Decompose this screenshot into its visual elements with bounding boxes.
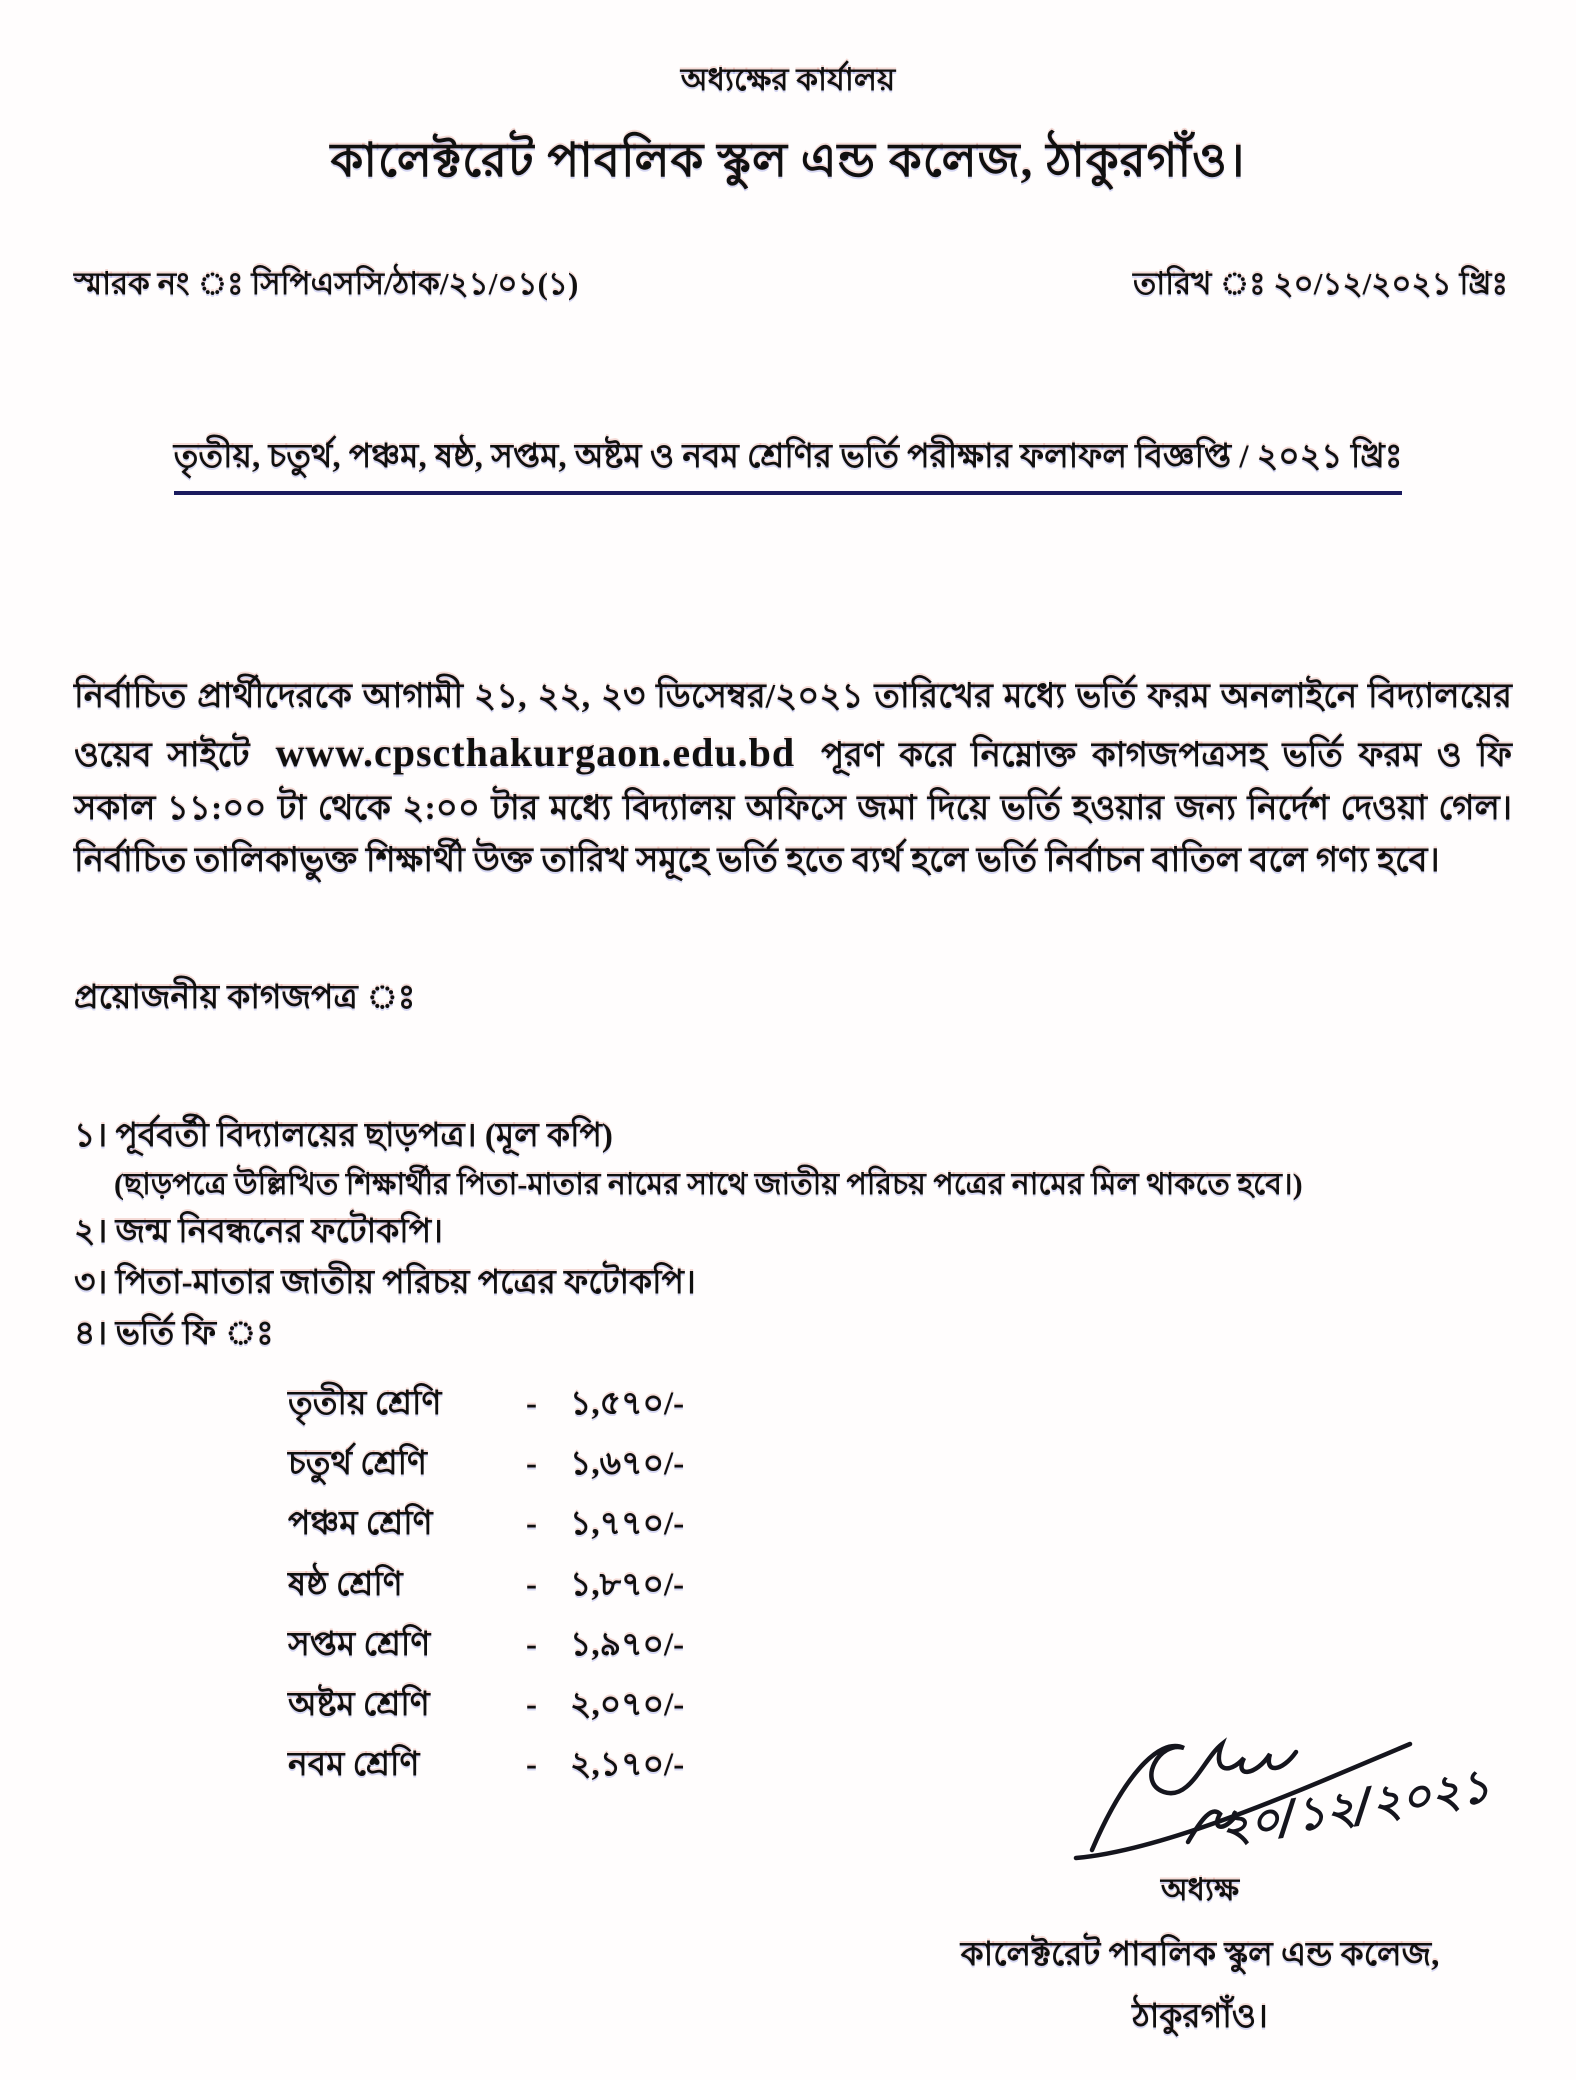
fee-class: অষ্টম শ্রেণি — [288, 1686, 430, 1723]
office-line: অধ্যক্ষের কার্যালয় — [680, 62, 896, 97]
list-item — [74, 1309, 1512, 1360]
item-text: জন্ম নিবন্ধনের ফটোকপি। — [115, 1213, 443, 1250]
table-row — [288, 1374, 1576, 1434]
fee-class: সপ্তম শ্রেণি — [288, 1626, 431, 1663]
item-number: ৪। — [74, 1316, 108, 1353]
institution-name: কালেক্টরেট পাবলিক স্কুল এন্ড কলেজ, ঠাকুরগাঁও। — [330, 135, 1246, 187]
fee-class: পঞ্চম শ্রেণি — [288, 1506, 433, 1543]
fee-dash: - — [526, 1446, 537, 1483]
body-before-url: নির্বাচিত প্রার্থীদেরকে আগামী ২১, ২২, ২৩ ডিসেম্বর/২০২১ তারিখের মধ্যে ভর্তি ফরম অনলাইনে বিদ্যালয়ের ওয়েব সাইটে — [74, 678, 1512, 774]
memo-date: তারিখ ঃ ২০/১২/২০২১ খ্রিঃ — [1132, 266, 1508, 301]
website-url: www.cpscthakurgaon.edu.bd — [275, 729, 796, 775]
documents-list — [74, 1111, 1512, 1361]
signatory-org-line1: কালেক্টরেট পাবলিক স্কুল এন্ড কলেজ, — [960, 1937, 1440, 1973]
item-text: পিতা-মাতার জাতীয় পরিচয় পত্রের ফটোকপি। — [115, 1265, 696, 1302]
signatory-designation: অধ্যক্ষ — [1160, 1872, 1240, 1907]
fee-class: নবম শ্রেণি — [288, 1746, 420, 1783]
list-item — [74, 1207, 1512, 1258]
fee-amount: ২,১৭০/- — [570, 1746, 685, 1783]
list-item — [74, 1258, 1512, 1309]
fee-dash: - — [526, 1386, 537, 1423]
item-number: ৩। — [74, 1265, 108, 1302]
notice-title-wrap — [0, 430, 1576, 495]
signature-scribble-icon — [1070, 1722, 1500, 1872]
list-item-note: (ছাড়পত্রে উল্লিখিত শিক্ষার্থীর পিতা-মাতার নামের সাথে জাতীয় পরিচয় পত্রের নামের মিল থাকতে হবে।) — [114, 1167, 1303, 1201]
fee-class: তৃতীয় শ্রেণি — [288, 1386, 442, 1423]
table-row — [288, 1555, 1576, 1615]
signatory-org-line2: ঠাকুরগাঁও। — [1132, 1999, 1268, 2035]
fee-amount: ১,৯৭০/- — [570, 1626, 685, 1663]
fee-dash: - — [526, 1686, 537, 1723]
fee-dash: - — [526, 1746, 537, 1783]
documents-heading: প্রয়োজনীয় কাগজপত্র ঃ — [74, 979, 416, 1016]
item-number: ১। — [74, 1117, 108, 1154]
table-row — [288, 1434, 1576, 1494]
memo-row — [74, 260, 1508, 312]
handwritten-date: ২০/১২/২০২১ — [1215, 1758, 1494, 1855]
notice-title: তৃতীয়, চতুর্থ, পঞ্চম, ষষ্ঠ, সপ্তম, অষ্টম ও নবম শ্রেণির ভর্তি পরীক্ষার ফলাফল বিজ্ঞপ্তি / ২০২১ খ্রিঃ — [174, 430, 1403, 495]
fee-dash: - — [526, 1566, 537, 1603]
fee-dash: - — [526, 1506, 537, 1543]
table-row — [288, 1494, 1576, 1554]
item-text: ভর্তি ফি ঃ — [115, 1316, 274, 1353]
fee-amount: ২,০৭০/- — [570, 1686, 685, 1723]
fee-dash: - — [526, 1626, 537, 1663]
notice-body — [74, 671, 1512, 887]
list-item — [74, 1111, 1512, 1162]
fee-amount: ১,৭৭০/- — [570, 1506, 685, 1543]
fee-amount: ১,৫৭০/- — [570, 1386, 685, 1423]
body-after-url: পূরণ করে নিম্নোক্ত কাগজপত্রসহ ভর্তি ফরম ও ফি সকাল ১১:০০ টা থেকে ২:০০ টার মধ্যে বিদ্যালয় অফিসে জমা দিয়ে ভর্তি হওয়ার জন্য নির্দেশ দেওয়া গেল। নির্বাচিত তালিকাভুক্ত শিক্ষার্থী উক্ত তারিখ সমূহে ভর্তি হতে ব্যর্থ হলে ভর্তি নির্বাচন বাতিল বলে গণ্য হবে। — [74, 736, 1512, 880]
fee-class: ষষ্ঠ শ্রেণি — [288, 1566, 403, 1603]
fee-amount: ১,৬৭০/- — [570, 1446, 685, 1483]
item-number: ২। — [74, 1213, 108, 1250]
fee-amount: ১,৮৭০/- — [570, 1566, 685, 1603]
memo-number: স্মারক নং ঃ সিপিএসসি/ঠাক/২১/০১(১) — [74, 266, 579, 301]
item-text: পূর্ববর্তী বিদ্যালয়ের ছাড়পত্র। (মূল কপি) — [115, 1117, 613, 1154]
table-row — [288, 1615, 1576, 1675]
signature-block — [920, 1722, 1494, 2046]
letterhead — [0, 0, 1576, 202]
fee-class: চতুর্থ শ্রেণি — [288, 1446, 427, 1483]
